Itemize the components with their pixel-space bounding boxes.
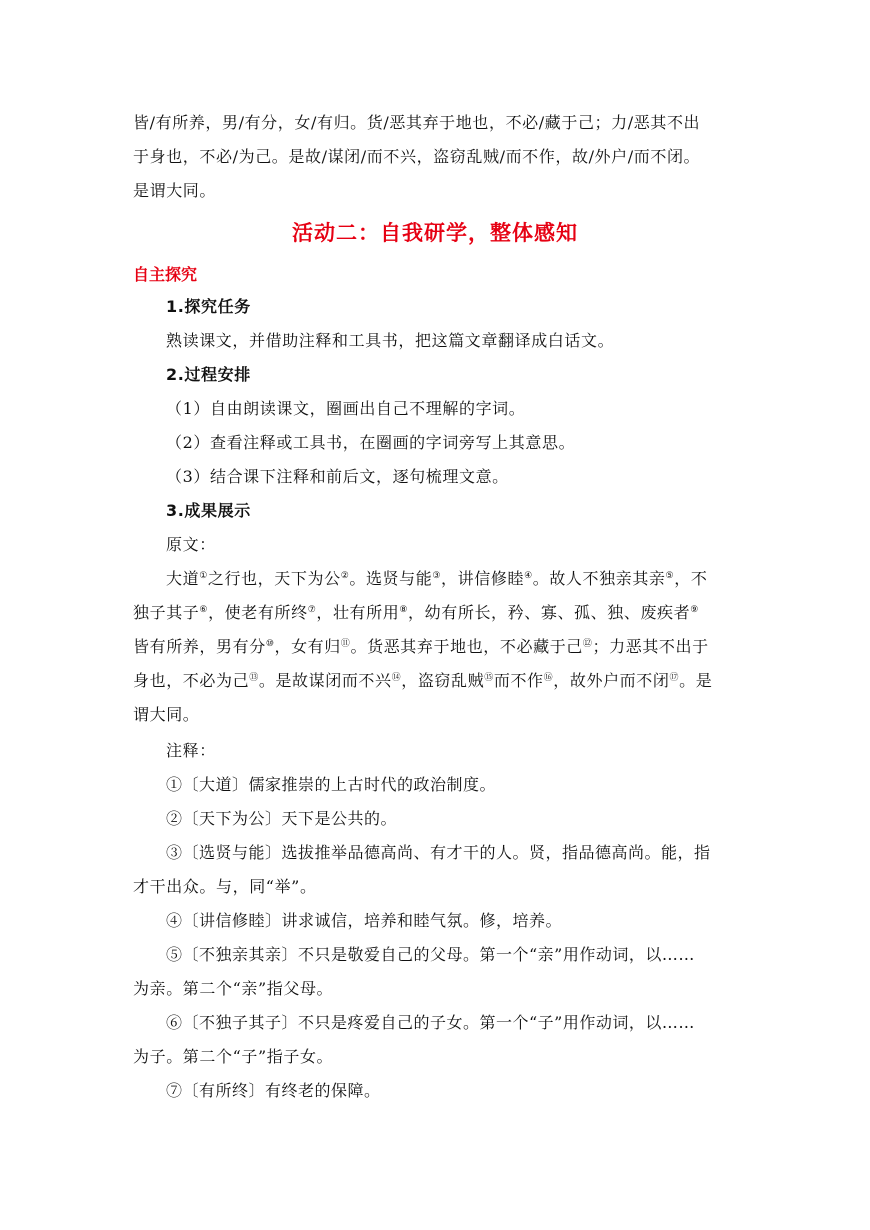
task-heading: 1.探究任务 xyxy=(166,297,251,316)
text-line: 是谓大同。 xyxy=(133,181,217,200)
note-item: ⑥〔不独子其子〕不只是疼爱自己的子女。第一个“子”用作动词，以…… xyxy=(166,1013,695,1032)
process-step: （2）查看注释或工具书，在圈画的字词旁写上其意思。 xyxy=(166,433,576,452)
text-line: 于身也，不必/为己。是故/谋闭/而不兴，盗窃乱贼/而不作，故/外户/而不闭。 xyxy=(133,147,701,166)
note-item: ②〔天下为公〕天下是公共的。 xyxy=(166,809,398,828)
task-text: 熟读课文，并借助注释和工具书，把这篇文章翻译成白话文。 xyxy=(166,331,615,350)
text-line: 皆/有所养，男/有分，女/有归。货/恶其弃于地也，不必/藏于己；力/恶其不出 xyxy=(133,113,701,132)
process-heading: 2.过程安排 xyxy=(166,365,251,384)
original-text-line: 皆有所养，男有分⑩，女有归⑪。货恶其弃于地也，不必藏于己⑫；力恶其不出于 xyxy=(133,637,709,656)
process-step: （1）自由朗读课文，圈画出自己不理解的字词。 xyxy=(166,399,526,418)
process-step: （3）结合课下注释和前后文，逐句梳理文意。 xyxy=(166,467,509,486)
notes-label: 注释： xyxy=(166,741,216,760)
note-item: ⑦〔有所终〕有终老的保障。 xyxy=(166,1081,381,1100)
original-text-line: 谓大同。 xyxy=(133,705,200,724)
note-item-continued: 为亲。第二个“亲”指父母。 xyxy=(133,979,334,998)
note-item: ④〔讲信修睦〕讲求诚信，培养和睦气氛。修，培养。 xyxy=(166,911,563,930)
original-label: 原文： xyxy=(166,535,216,554)
original-text-line: 独子其子⑥，使老有所终⑦，壮有所用⑧，幼有所长，矜、寡、孤、独、废疾者⑨ xyxy=(133,603,699,622)
note-item: ③〔选贤与能〕选拔推举品德高尚、有才干的人。贤，指品德高尚。能，指 xyxy=(166,843,711,862)
note-item: ①〔大道〕儒家推崇的上古时代的政治制度。 xyxy=(166,775,497,794)
original-text-line: 大道①之行也，天下为公②。选贤与能③，讲信修睦④。故人不独亲其亲⑤，不 xyxy=(166,569,708,588)
note-item-continued: 为子。第二个“子”指子女。 xyxy=(133,1047,334,1066)
result-heading: 3.成果展示 xyxy=(166,501,251,520)
section-label: 自主探究 xyxy=(133,265,198,284)
note-item-continued: 才干出众。与，同“举”。 xyxy=(133,877,317,896)
note-item: ⑤〔不独亲其亲〕不只是敬爱自己的父母。第一个“亲”用作动词，以…… xyxy=(166,945,695,964)
original-text-line: 身也，不必为己⑬。是故谋闭而不兴⑭，盗窃乱贼⑮而不作⑯，故外户而不闭⑰。是 xyxy=(133,671,713,690)
activity-title: 活动二：自我研学，整体感知 xyxy=(292,221,578,245)
